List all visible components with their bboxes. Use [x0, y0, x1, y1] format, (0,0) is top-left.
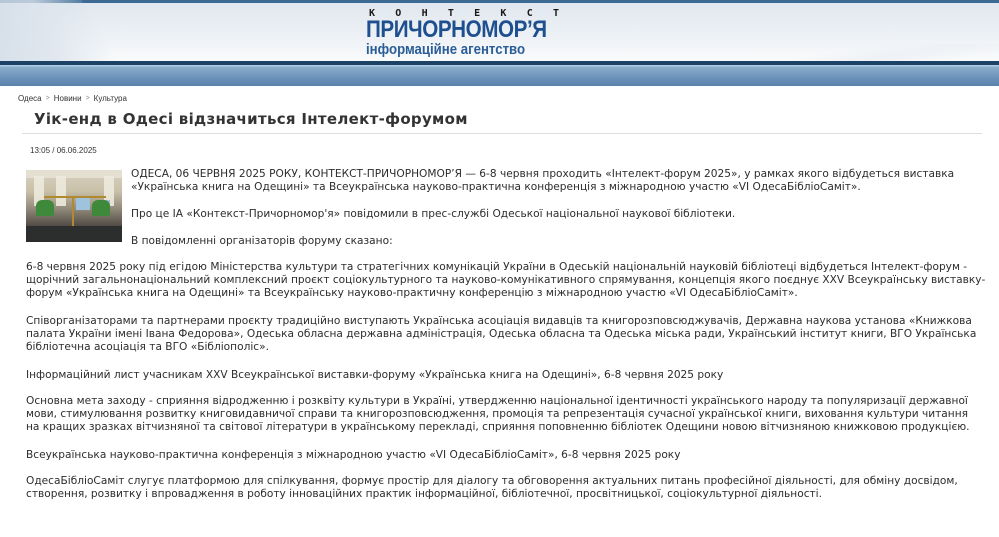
text-line: бібліотечна асоціація та ВГО «Бібліополіс».	[26, 341, 269, 353]
text-line: «Українська книга на Одещині» та Всеукраїнська науково-практична конференція з міжнародною участю «VI ОдесаБібліоСаміт».	[131, 181, 861, 193]
text-line: Всеукраїнська науково-практична конференція з міжнародною участю «VI ОдесаБібліоСаміт», 6-8 червня 2025 року	[26, 449, 681, 461]
text-line: на кращих зразках вітчизняної та світової літератури в українському перекладі, сприяння поповненню бібліотек Одещини новою вітчизняною книжковою продукцією.	[26, 421, 970, 433]
image-detail	[36, 200, 54, 216]
text-line: ОДЕСА, 06 ЧЕРВНЯ 2025 РОКУ, КОНТЕКСТ-ПРИЧОРНОМОР’Я — 6-8 червня проходить «Інтелект-форум 2025», у рамках якого відбудеться виставка	[131, 168, 955, 180]
logo-letter: Т	[447, 8, 454, 19]
logo-main-text: ПРИЧОРНОМОР’Я	[366, 16, 547, 43]
article-paragraph	[26, 369, 976, 382]
article-timestamp: 13:05 / 06.06.2025	[30, 146, 97, 155]
logo-subtitle: інформаційне агентство	[366, 41, 526, 58]
logo-letter: Е	[474, 8, 481, 19]
text-line: створення, розвитку і впровадження в роботу інноваційних практик інформаційної, бібліотечної, просвітницької, соціокультурної діяльності.	[26, 488, 822, 500]
article-title: Уік-енд в Одесі відзначиться Інтелект-форумом	[34, 110, 468, 128]
article-paragraph	[26, 449, 976, 462]
text-line: форум «Українська книга на Одещині» та Всеукраїнську науково-практичну конференцію з міжнародною участю «VI ОдесаБібліоСаміт».	[26, 287, 798, 299]
title-divider	[22, 133, 982, 134]
logo-letter: К	[369, 8, 376, 19]
image-detail	[56, 176, 66, 206]
breadcrumb-separator: >	[85, 95, 90, 102]
article-said	[131, 235, 971, 248]
text-line: В повідомленні організаторів форуму сказано:	[131, 235, 393, 247]
breadcrumb	[18, 94, 127, 103]
breadcrumb-separator: >	[45, 95, 50, 102]
image-detail	[76, 198, 90, 210]
logo-letter: С	[526, 8, 533, 19]
article-image[interactable]	[26, 170, 122, 242]
text-line: 6-8 червня 2025 року під егідою Міністерства культури та стратегічних комунікацій України в Одеській національній науковій бібліотеці відбудеться Інтелект-форум -	[26, 261, 968, 273]
article-paragraph	[26, 261, 986, 300]
header-decoration	[0, 0, 118, 64]
header-top-line	[0, 0, 999, 3]
article-intro	[131, 208, 971, 221]
image-detail	[26, 226, 122, 242]
text-line: Інформаційний лист учасникам XXV Всеукраїнської виставки-форуму «Українська книга на Одещині», 6-8 червня 2025 року	[26, 369, 724, 381]
text-line: ОдесаБібліоСаміт слугує платформою для спілкування, формує простір для діалогу та обговорення актуальних питань професійної діяльності, для обміну досвідом,	[26, 475, 958, 487]
site-header	[0, 0, 999, 86]
text-line: Основна мета заходу - сприяння відродженню і розквіту культури в Україні, утвердженню національної ідентичності українського народу та популяризації державної	[26, 395, 968, 407]
article-paragraph	[26, 395, 976, 434]
nav-bar	[0, 65, 999, 86]
logo-letter: Т	[552, 8, 559, 19]
text-line: щорічний загальнонаціональний комплексний проєкт соціокультурного та науково-комунікативного спрямування, концепція якого поєднує XXV Всеукраїнську виставку-	[26, 274, 986, 286]
article-paragraph	[26, 315, 976, 354]
logo-letter: О	[395, 8, 402, 19]
text-line: палата України імені Івана Федорова», Одеська обласна державна адміністрація, Одеська обласна та Одеська міська ради, Український інститут книги, ВГО Українська	[26, 328, 977, 340]
logo-letter: Н	[421, 8, 428, 19]
text-line: мови, стимулювання розвитку книговидавничої справи та книгорозповсюдження, промоція та репрезентація сучасної української книги, виховання культури читання	[26, 408, 969, 420]
image-detail	[44, 196, 106, 198]
logo-letter: К	[500, 8, 507, 19]
breadcrumb-odesa[interactable]: Одеса	[18, 94, 42, 103]
article-lead	[131, 168, 971, 194]
site-logo[interactable]	[366, 6, 566, 58]
text-line: Про це ІА «Контекст-Причорномор'я» повідомили в прес-службі Одеської національної наукової бібліотеки.	[131, 208, 736, 220]
text-line: Співорганізаторами та партнерами проєкту традиційно виступають Українська асоціація видавців та книгорозповсюджувачів, Державна наукова установа «Книжкова	[26, 315, 972, 327]
breadcrumb-culture[interactable]: Культура	[93, 94, 127, 103]
article-paragraph	[26, 475, 976, 501]
image-detail	[92, 200, 110, 216]
breadcrumb-news[interactable]: Новини	[53, 94, 82, 103]
